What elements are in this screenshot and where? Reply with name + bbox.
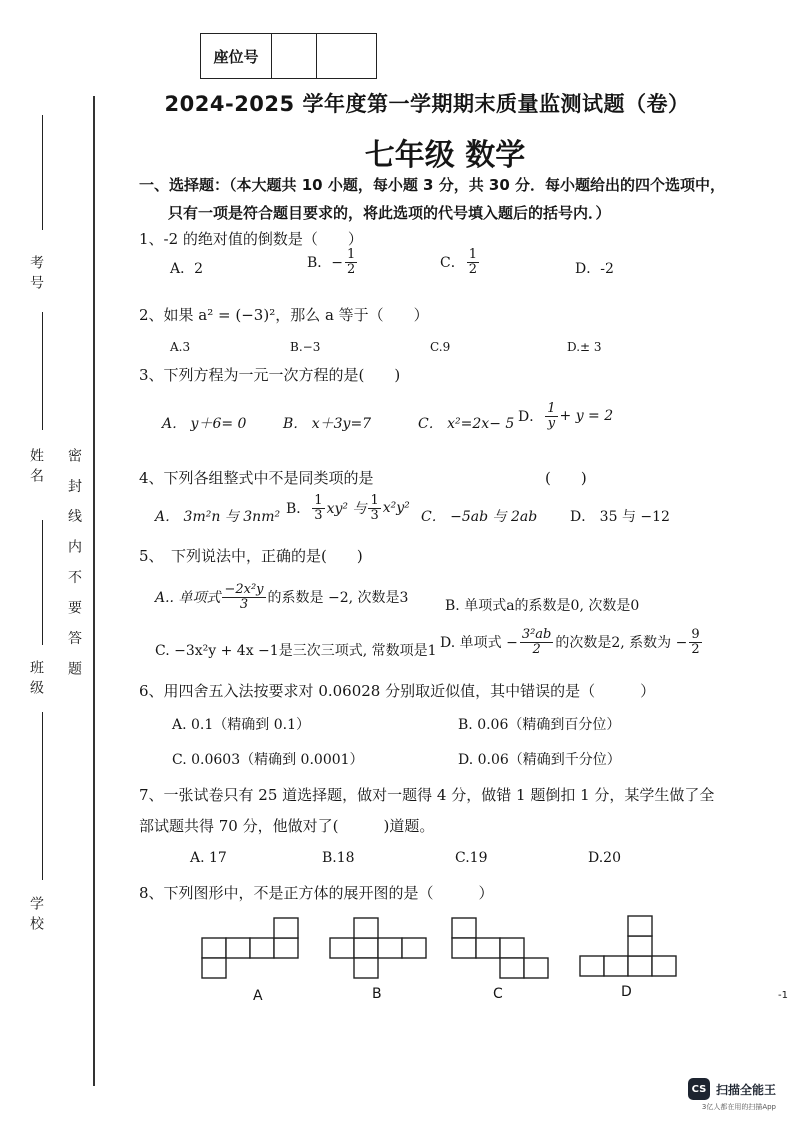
q4-option-b [286,494,410,522]
q5-option-d-den2: 2 [691,641,700,657]
q1-option-a: A．2 [170,261,204,277]
q1-option-b-den: 2 [347,261,356,277]
exam-title: 2024-2025 学年度第一学期期末质量监测试题（卷） [164,92,690,116]
q6-option-c: C. 0.0603（精确到 0.0001） [172,752,364,768]
q4-option-b-suffix: x²y² [382,500,410,517]
q1-option-c-prefix: C． [440,255,465,272]
q4-option-d: D． 35 与 −12 [570,509,670,525]
q5-option-a [155,583,408,611]
q7-stem: 7、一张试卷只有 25 道选择题，做对一题得 4 分，做错 1 题倒扣 1 分，某学生做了全 [139,786,715,804]
q7-stem-cont: 部试题共得 70 分，他做对了( )道题。 [139,817,435,835]
q1-option-c-num: 1 [468,247,477,262]
school-label: 学校 [28,896,44,936]
class-label: 班级 [28,660,44,700]
q3-option-d-num: 1 [547,401,556,416]
q5-option-a-den: 3 [239,596,249,612]
q7-option-d: D.20 [588,850,621,866]
q3-option-a: A． y＋6= 0 [162,416,247,432]
seat-cell [316,34,361,78]
section1-heading-cont: 只有一项是符合题目要求的，将此选项的代号填入题后的括号内．） [168,204,611,222]
q4-option-b-den: 3 [314,507,323,523]
net-label-d: D [621,984,632,1000]
section1-heading: 一、选择题：（本大题共 10 小题，每小题 3 分，共 30 分．每小题给出的四个选项中， [139,176,726,194]
q5-option-d-mid: 的次数是2, 系数为 − [555,635,688,652]
q1-option-b-prefix: B．− [307,255,344,272]
q7-option-a: A. 17 [190,850,227,866]
q5-option-b: B. 单项式a的系数是0, 次数是0 [445,598,640,614]
net-a-figure [202,918,298,978]
q5-option-c: C. −3x²y + 4x −1是三次三项式, 常数项是1 [155,643,437,659]
binding-margin-line [93,96,95,1086]
net-label-b: B [372,986,382,1002]
q4-answer-paren: ( ) [545,469,587,487]
q6-stem: 6、用四舍五入法按要求对 0.06028 分别取近似值，其中错误的是（ ） [139,682,656,700]
q4-option-b-prefix: B． [286,501,311,518]
net-d-figure [580,916,676,976]
seat-number-box [200,33,377,79]
seat-label: 座位号 [213,47,259,66]
q8-stem: 8、下列图形中，不是正方体的展开图的是（ ） [139,884,494,902]
fill-line-school [42,712,43,880]
q6-option-b: B. 0.06（精确到百分位） [458,717,621,733]
q3-option-d-prefix: D． [518,409,544,426]
seal-notice: 密 封 线 内 不 要 答 题 [66,448,82,682]
q1-stem: 1、-2 的绝对值的倒数是（ ） [139,230,363,248]
scanner-tagline: 3亿人都在用的扫描App [701,1103,776,1111]
q3-option-c: C． x²=2x− 5 [418,416,515,432]
q5-option-a-num: −2x²y [224,582,264,597]
net-b-figure [330,918,426,978]
q5-option-d-num2: 9 [691,627,700,642]
q3-option-d [518,402,613,430]
q1-option-b-num: 1 [347,247,356,262]
q5-option-d-den: 2 [532,641,541,657]
q5-option-a-suffix: 的系数是 −2, 次数是3 [267,590,409,607]
q6-option-a: A. 0.1（精确到 0.1） [172,717,310,733]
exam-no-label: 考号 [28,255,44,295]
q5-option-d-num: 3²ab [521,627,552,642]
q2-option-c: C.9 [430,340,451,354]
q2-option-d: D.± 3 [567,340,602,354]
fill-line-name [42,312,43,430]
q3-option-d-den: y [547,415,556,431]
q7-option-b: B.18 [322,850,355,866]
q1-option-d: D．-2 [575,261,614,277]
camscanner-icon: CS [688,1078,710,1100]
q4-option-b-num2: 1 [370,493,379,508]
exam-subtitle: 七年级 数学 [364,138,526,173]
scanner-brand-name: 扫描全能王 [715,1082,776,1097]
q5-option-a-prefix: A.. 单项式 [155,590,221,607]
page-number: -1 [778,990,788,1001]
seat-cell [271,34,316,78]
q4-option-a: A． 3m²n 与 3nm² [155,509,281,525]
q4-option-b-num: 1 [314,493,323,508]
q4-option-c: C． −5ab 与 2ab [421,509,538,525]
net-c-figure [452,918,548,978]
q6-option-d: D. 0.06（精确到千分位） [458,752,621,768]
q7-option-c: C.19 [455,850,488,866]
q4-stem: 4、下列各组整式中不是同类项的是 [139,469,374,487]
fill-line-exam-no [42,115,43,230]
q3-stem: 3、下列方程为一元一次方程的是( ) [139,366,401,384]
q5-option-d [440,628,704,656]
q1-option-b [307,248,359,276]
q5-option-d-prefix: D. 单项式 − [440,635,518,652]
scanner-watermark [688,1078,776,1100]
q4-option-b-den2: 3 [370,507,379,523]
net-label-c: C [493,986,503,1002]
q2-option-a: A.3 [170,340,191,354]
cube-nets-figure [190,912,690,982]
name-label: 姓名 [28,448,44,488]
net-label-a: A [253,988,263,1004]
q1-option-c [440,248,481,276]
q1-option-c-den: 2 [468,261,477,277]
fill-line-class [42,520,43,645]
q5-stem: 5、 下列说法中，正确的是( ) [139,547,363,565]
q4-option-b-mid: xy² 与 [326,501,367,518]
q3-option-d-suffix: + y = 2 [559,408,614,425]
q3-option-b: B． x＋3y=7 [283,416,372,432]
q2-stem: 2、如果 a² = (−3)²，那么 a 等于（ ） [139,306,429,324]
q2-option-b: B.−3 [290,340,321,354]
